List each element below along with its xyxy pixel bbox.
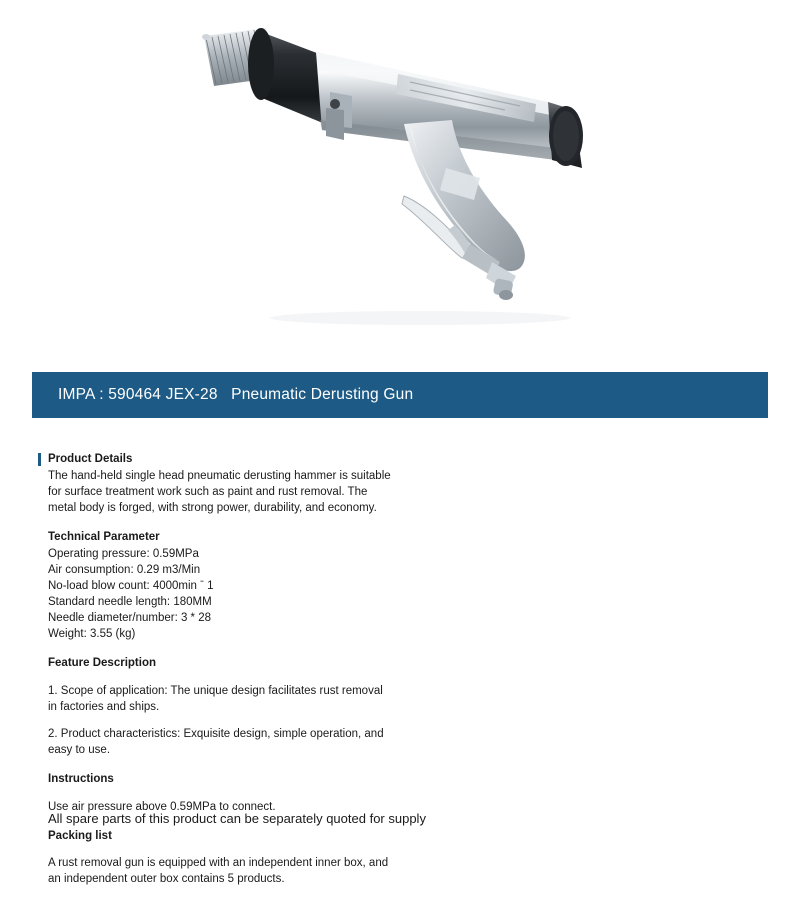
product-title-bar bbox=[32, 372, 768, 418]
rear-cap bbox=[548, 102, 583, 168]
list-item: Standard needle length: 180MM bbox=[48, 596, 212, 608]
product-image-area bbox=[0, 0, 800, 356]
list-item: Operating pressure: 0.59MPa bbox=[48, 548, 199, 560]
section-feature-description bbox=[48, 656, 748, 758]
instructions-heading: Instructions bbox=[48, 773, 114, 785]
pneumatic-derusting-gun-photo bbox=[0, 0, 800, 356]
list-item: Weight: 3.55 (kg) bbox=[48, 628, 136, 640]
product-details-body: The hand-held single head pneumatic derusting hammer is suitable for surface treatment work such as paint and rust removal. The metal body is forged, with strong power, durability, and economy. bbox=[48, 470, 391, 514]
list-item: No-load blow count: 4000min ˉ 1 bbox=[48, 580, 214, 592]
section-product-details bbox=[48, 452, 748, 516]
packing-list-body: A rust removal gun is equipped with an independent inner box, and an independent outer box contains 5 products. bbox=[48, 857, 389, 885]
technical-parameter-list bbox=[48, 546, 748, 642]
section-instructions bbox=[48, 772, 748, 815]
section-technical-parameter bbox=[48, 530, 748, 642]
closing-note: All spare parts of this product can be separately quoted for supply bbox=[48, 811, 426, 826]
product-description bbox=[48, 452, 748, 901]
section-marker-icon bbox=[38, 453, 41, 466]
feature-item: 2. Product characteristics: Exquisite design, simple operation, and easy to use. bbox=[48, 728, 384, 756]
product-details-heading-label: Product Details bbox=[48, 453, 133, 465]
page-title: IMPA : 590464 JEX-28 Pneumatic Derusting Gun bbox=[58, 386, 414, 403]
technical-parameter-heading: Technical Parameter bbox=[48, 531, 160, 543]
product-details-heading bbox=[48, 452, 748, 467]
list-item: Needle diameter/number: 3 * 28 bbox=[48, 612, 212, 624]
feature-description-heading: Feature Description bbox=[48, 657, 156, 669]
list-item: Air consumption: 0.29 m3/Min bbox=[48, 564, 201, 576]
packing-list-heading: Packing list bbox=[48, 829, 112, 842]
instructions-body: Use air pressure above 0.59MPa to connect. bbox=[48, 800, 276, 813]
section-packing-list bbox=[48, 829, 748, 888]
feature-item: 1. Scope of application: The unique design facilitates rust removal in factories and ships. bbox=[48, 684, 383, 713]
